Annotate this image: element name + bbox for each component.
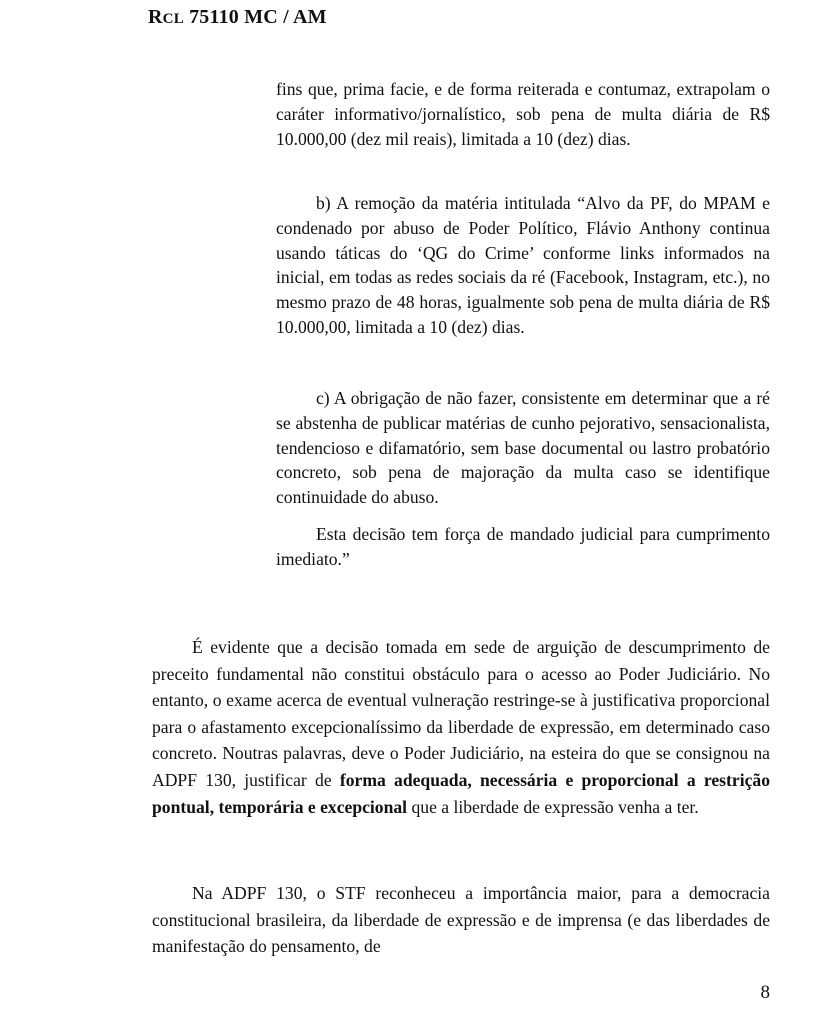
case-number: 75110 MC / AM	[183, 6, 327, 28]
quote-paragraph-b: b) A remoção da matéria intitulada “Alvo da PF, do MPAM e condenado por abuso de Poder Político, Flávio Anthony continua usando táticas do ‘QG do Crime’ conforme links informados na inicial, em todas as redes sociais da ré (Facebook, Instagram, etc.), no mesmo prazo de 48 horas, igualmente sob pena de multa diária de R$ 10.000,00, limitada a 10 (dez) dias.	[276, 193, 770, 337]
case-header	[148, 6, 327, 29]
body-paragraph-1	[152, 634, 770, 820]
quoted-block-1	[276, 77, 770, 151]
quote-paragraph-closing: Esta decisão tem força de mandado judicial para cumprimento imediato.”	[276, 524, 770, 569]
case-prefix-smallcaps: CL	[162, 11, 184, 27]
body-paragraph-1-start: É evidente que a decisão tomada em sede de arguição de descumprimento de preceito fundamental não constitui obstáculo para o acesso ao Poder Judiciário. No entanto, o exame acerca de eventual vulneração restringe-se à justificativa proporcional para o afastamento excepcionalíssimo da liberdade de expressão, em determinado caso concreto. Noutras palavras, deve o Poder Judiciário, na esteira do que se consignou na ADPF 130, justificar de	[152, 637, 770, 790]
body-paragraph-2: Na ADPF 130, o STF reconheceu a importância maior, para a democracia constitucional brasileira, da liberdade de expressão e de imprensa (e das liberdades de manifestação do pensamento, de	[152, 883, 770, 957]
quote-paragraph-1: fins que, prima facie, e de forma reiterada e contumaz, extrapolam o caráter informativo/jornalístico, sob pena de multa diária de R$ 10.000,00 (dez mil reais), limitada a 10 (dez) dias.	[276, 79, 770, 149]
quoted-block-3	[276, 386, 770, 510]
case-prefix-initial: R	[148, 6, 163, 28]
quoted-block-4	[276, 522, 770, 572]
quoted-block-2	[276, 191, 770, 340]
body-paragraph-1-emphasis: forma adequada, necessária e proporcional a restrição pontual, temporária e excepcional	[152, 769, 770, 817]
body-paragraph-1-end: que a liberdade de expressão venha a ter.	[407, 796, 699, 817]
page-number: 8	[760, 982, 770, 1003]
quote-paragraph-c: c) A obrigação de não fazer, consistente em determinar que a ré se abstenha de publicar matérias de cunho pejorativo, sensacionalista, tendencioso e difamatório, sem base documental ou lastro probatório concreto, sob pena de majoração da multa caso se identifique continuidade do abuso.	[276, 388, 770, 508]
